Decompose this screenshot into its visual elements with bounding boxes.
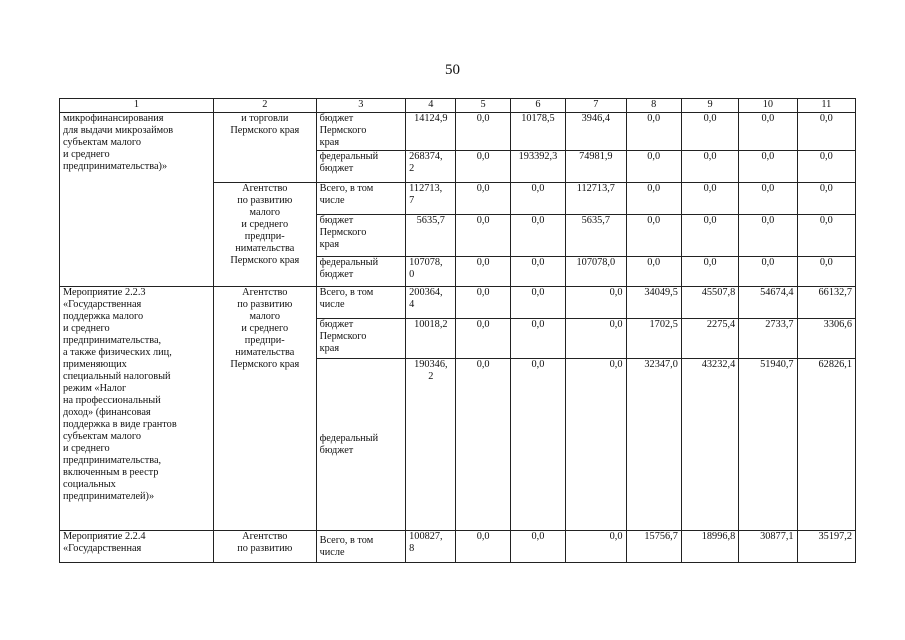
value-cell: 66132,7 bbox=[797, 287, 855, 319]
measure-name-cell: Мероприятие 2.2.3 «Государственная поддержка малого и среднего предпринимательства, а также физических лиц, применяющих специальный налоговый режим «Налог на профессиональный доход» (финансовая поддержка в виде грантов субъектам малого и среднего предпринимательства, включенным в реестр социальных предпринимателей)» bbox=[60, 287, 214, 531]
value-cell: 74981,9 bbox=[566, 151, 626, 183]
value-cell: 54674,4 bbox=[739, 287, 797, 319]
header-col-10: 10 bbox=[739, 99, 797, 113]
value-cell: 5635,7 bbox=[566, 215, 626, 257]
value-cell: 0,0 bbox=[510, 287, 565, 319]
value-cell: 1702,5 bbox=[626, 319, 681, 359]
page-number: 50 bbox=[445, 62, 460, 78]
value-cell: 268374, 2 bbox=[406, 151, 456, 183]
source-cell: федеральный бюджет bbox=[316, 151, 406, 183]
value-cell: 15756,7 bbox=[626, 531, 681, 563]
value-cell: 100827, 8 bbox=[406, 531, 456, 563]
value-cell: 0,0 bbox=[456, 215, 510, 257]
header-col-9: 9 bbox=[681, 99, 738, 113]
value-cell: 0,0 bbox=[626, 183, 681, 215]
value-cell: 0,0 bbox=[626, 113, 681, 151]
value-cell: 200364, 4 bbox=[406, 287, 456, 319]
header-col-8: 8 bbox=[626, 99, 681, 113]
value-cell: 45507,8 bbox=[681, 287, 738, 319]
header-col-7: 7 bbox=[566, 99, 626, 113]
header-col-4: 4 bbox=[406, 99, 456, 113]
value-cell: 0,0 bbox=[626, 257, 681, 287]
header-col-1: 1 bbox=[60, 99, 214, 113]
value-cell: 0,0 bbox=[626, 151, 681, 183]
value-cell: 0,0 bbox=[456, 359, 510, 531]
value-cell: 112713, 7 bbox=[406, 183, 456, 215]
header-col-11: 11 bbox=[797, 99, 855, 113]
value-cell: 0,0 bbox=[739, 183, 797, 215]
value-cell: 0,0 bbox=[626, 215, 681, 257]
value-cell: 0,0 bbox=[456, 183, 510, 215]
source-cell: Всего, в том числе bbox=[316, 287, 406, 319]
value-cell: 3946,4 bbox=[566, 113, 626, 151]
source-cell: бюджет Пермского края bbox=[316, 215, 406, 257]
value-cell: 2275,4 bbox=[681, 319, 738, 359]
executor-cell: Агентство по развитию малого и среднего предпри- нимательства Пермского края bbox=[213, 287, 316, 531]
value-cell: 0,0 bbox=[456, 287, 510, 319]
value-cell: 2733,7 bbox=[739, 319, 797, 359]
source-cell: Всего, в том числе bbox=[316, 531, 406, 563]
table-row bbox=[60, 113, 856, 151]
value-cell: 5635,7 bbox=[406, 215, 456, 257]
value-cell: 107078, 0 bbox=[406, 257, 456, 287]
value-cell: 0,0 bbox=[797, 151, 855, 183]
source-cell: федеральный бюджет bbox=[316, 257, 406, 287]
value-cell: 0,0 bbox=[566, 531, 626, 563]
value-cell: 0,0 bbox=[739, 113, 797, 151]
source-cell: бюджет Пермского края bbox=[316, 113, 406, 151]
table-row bbox=[60, 287, 856, 319]
executor-cell: Агентство по развитию bbox=[213, 531, 316, 563]
executor-cell: Агентство по развитию малого и среднего предпри- нимательства Пермского края bbox=[213, 183, 316, 287]
value-cell: 18996,8 bbox=[681, 531, 738, 563]
value-cell: 0,0 bbox=[566, 319, 626, 359]
value-cell: 10178,5 bbox=[510, 113, 565, 151]
value-cell: 0,0 bbox=[510, 531, 565, 563]
value-cell: 0,0 bbox=[510, 359, 565, 531]
source-cell: Всего, в том числе bbox=[316, 183, 406, 215]
executor-cell: и торговли Пермского края bbox=[213, 113, 316, 183]
value-cell: 0,0 bbox=[797, 113, 855, 151]
value-cell: 0,0 bbox=[681, 183, 738, 215]
value-cell: 35197,2 bbox=[797, 531, 855, 563]
value-cell: 0,0 bbox=[797, 215, 855, 257]
value-cell: 0,0 bbox=[510, 215, 565, 257]
value-cell: 190346, 2 bbox=[406, 359, 456, 531]
value-cell: 112713,7 bbox=[566, 183, 626, 215]
header-col-3: 3 bbox=[316, 99, 406, 113]
header-col-5: 5 bbox=[456, 99, 510, 113]
value-cell: 0,0 bbox=[566, 359, 626, 531]
value-cell: 30877,1 bbox=[739, 531, 797, 563]
source-cell: бюджет Пермского края bbox=[316, 319, 406, 359]
value-cell: 0,0 bbox=[510, 319, 565, 359]
header-row bbox=[60, 99, 856, 113]
value-cell: 0,0 bbox=[456, 257, 510, 287]
header-col-2: 2 bbox=[213, 99, 316, 113]
measure-name-cell: Мероприятие 2.2.4 «Государственная bbox=[60, 531, 214, 563]
value-cell: 0,0 bbox=[566, 287, 626, 319]
value-cell: 0,0 bbox=[510, 257, 565, 287]
value-cell: 43232,4 bbox=[681, 359, 738, 531]
value-cell: 0,0 bbox=[456, 113, 510, 151]
value-cell: 0,0 bbox=[739, 151, 797, 183]
header-col-6: 6 bbox=[510, 99, 565, 113]
value-cell: 0,0 bbox=[681, 113, 738, 151]
table-row bbox=[60, 531, 856, 563]
value-cell: 32347,0 bbox=[626, 359, 681, 531]
value-cell: 193392,3 bbox=[510, 151, 565, 183]
measure-name-cell: микрофинансирования для выдачи микрозаймов субъектам малого и среднего предпринимательства)» bbox=[60, 113, 214, 287]
value-cell: 0,0 bbox=[456, 319, 510, 359]
value-cell: 0,0 bbox=[681, 151, 738, 183]
value-cell: 62826,1 bbox=[797, 359, 855, 531]
value-cell: 0,0 bbox=[456, 531, 510, 563]
value-cell: 10018,2 bbox=[406, 319, 456, 359]
value-cell: 14124,9 bbox=[406, 113, 456, 151]
value-cell: 51940,7 bbox=[739, 359, 797, 531]
value-cell: 0,0 bbox=[456, 151, 510, 183]
value-cell: 0,0 bbox=[739, 257, 797, 287]
value-cell: 0,0 bbox=[681, 257, 738, 287]
value-cell: 0,0 bbox=[797, 183, 855, 215]
value-cell: 0,0 bbox=[797, 257, 855, 287]
source-cell: федеральный бюджет bbox=[316, 359, 406, 531]
value-cell: 3306,6 bbox=[797, 319, 855, 359]
value-cell: 107078,0 bbox=[566, 257, 626, 287]
budget-table bbox=[59, 98, 856, 563]
value-cell: 34049,5 bbox=[626, 287, 681, 319]
value-cell: 0,0 bbox=[681, 215, 738, 257]
value-cell: 0,0 bbox=[739, 215, 797, 257]
value-cell: 0,0 bbox=[510, 183, 565, 215]
